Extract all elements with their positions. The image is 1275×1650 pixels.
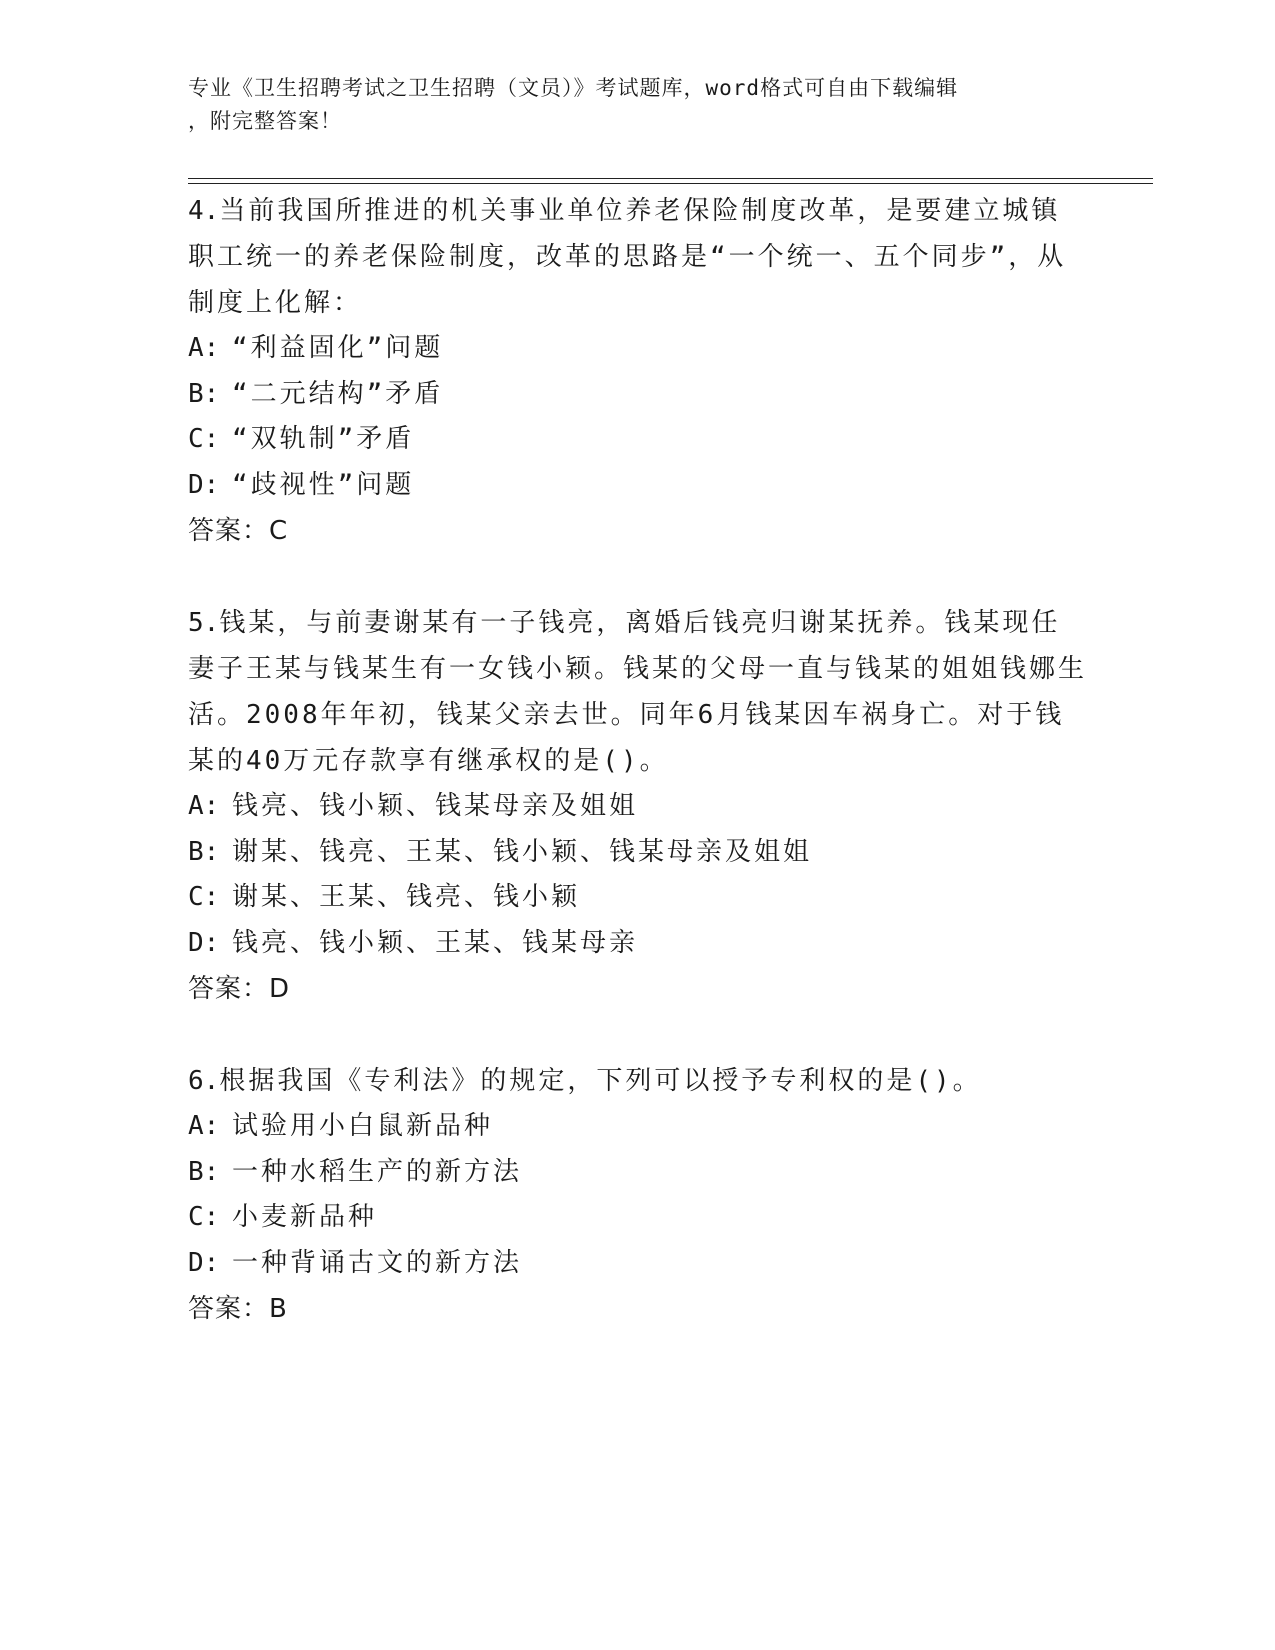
answer-line: [188, 966, 1088, 1012]
question-4: [188, 188, 1088, 554]
question-number: 5.: [188, 608, 220, 638]
answer-line: [188, 508, 1088, 554]
header-rule-bottom: [188, 183, 1153, 184]
question-6: [188, 1058, 1088, 1332]
header-line-2: ，附完整答案！: [188, 109, 342, 133]
option-text: 钱亮、钱小颖、王某、钱某母亲: [232, 927, 639, 958]
option-text: 一种背诵古文的新方法: [232, 1247, 523, 1278]
option-a: [188, 784, 1088, 830]
option-letter: A:: [188, 333, 220, 363]
option-d: [188, 463, 1088, 509]
question-number: 4.: [188, 196, 220, 226]
answer-line: [188, 1286, 1088, 1332]
option-letter: D:: [188, 927, 220, 958]
header-rule-top: [188, 178, 1153, 179]
answer-value: B: [269, 1294, 288, 1324]
option-text: “双轨制”矛盾: [232, 424, 415, 454]
question-body: 根据我国《专利法》的规定，下列可以授予专利权的是()。: [219, 1066, 982, 1096]
option-c: [188, 417, 1088, 463]
option-a: [188, 326, 1088, 372]
option-d: [188, 921, 1088, 967]
option-letter: C:: [188, 424, 220, 454]
answer-label: 答案：: [188, 1294, 270, 1324]
option-text: 谢某、钱亮、王某、钱小颖、钱某母亲及姐姐: [232, 836, 813, 867]
option-c: [188, 875, 1088, 921]
option-letter: B:: [188, 378, 220, 409]
option-letter: A:: [188, 1111, 220, 1141]
question-number: 6.: [188, 1066, 220, 1096]
answer-value: D: [269, 974, 291, 1004]
question-spacer: [188, 554, 1088, 600]
option-b: [188, 830, 1088, 876]
question-spacer: [188, 1012, 1088, 1058]
document-header: [188, 72, 1088, 138]
option-a: [188, 1104, 1088, 1150]
option-letter: A:: [188, 791, 220, 821]
option-d: [188, 1241, 1088, 1287]
question-text: [188, 600, 1088, 784]
option-b: [188, 372, 1088, 418]
option-b: [188, 1150, 1088, 1196]
answer-label: 答案：: [188, 516, 270, 546]
question-body: 当前我国所推进的机关事业单位养老保险制度改革，是要建立城镇职工统一的养老保险制度，改革的思路是“一个统一、五个同步”，从制度上化解：: [188, 196, 1067, 318]
option-text: “歧视性”问题: [232, 469, 415, 500]
answer-label: 答案：: [188, 974, 270, 1004]
option-letter: B:: [188, 836, 220, 867]
option-text: “利益固化”问题: [232, 333, 444, 363]
option-text: “二元结构”矛盾: [232, 378, 444, 409]
option-letter: D:: [188, 469, 220, 500]
option-text: 谢某、王某、钱亮、钱小颖: [232, 882, 581, 912]
option-c: [188, 1195, 1088, 1241]
question-5: [188, 600, 1088, 1012]
header-line-1: 专业《卫生招聘考试之卫生招聘（文员）》考试题库，word格式可自由下载编辑: [188, 76, 959, 100]
option-letter: D:: [188, 1247, 220, 1278]
question-text: [188, 1058, 1088, 1104]
question-list: [188, 188, 1088, 1332]
option-text: 试验用小白鼠新品种: [232, 1111, 494, 1141]
option-text: 小麦新品种: [232, 1202, 378, 1232]
option-text: 钱亮、钱小颖、钱某母亲及姐姐: [232, 791, 639, 821]
option-text: 一种水稻生产的新方法: [232, 1156, 523, 1187]
question-text: [188, 188, 1088, 326]
option-letter: B:: [188, 1156, 220, 1187]
option-letter: C:: [188, 882, 220, 912]
answer-value: C: [269, 516, 289, 546]
option-letter: C:: [188, 1202, 220, 1232]
question-body: 钱某，与前妻谢某有一子钱亮，离婚后钱亮归谢某抚养。钱某现任妻子王某与钱某生有一女钱小颖。钱某的父母一直与钱某的姐姐钱娜生活。2008年年初，钱某父亲去世。同年6月钱某因车祸身亡。对于钱某的40万元存款享有继承权的是()。: [188, 608, 1088, 776]
